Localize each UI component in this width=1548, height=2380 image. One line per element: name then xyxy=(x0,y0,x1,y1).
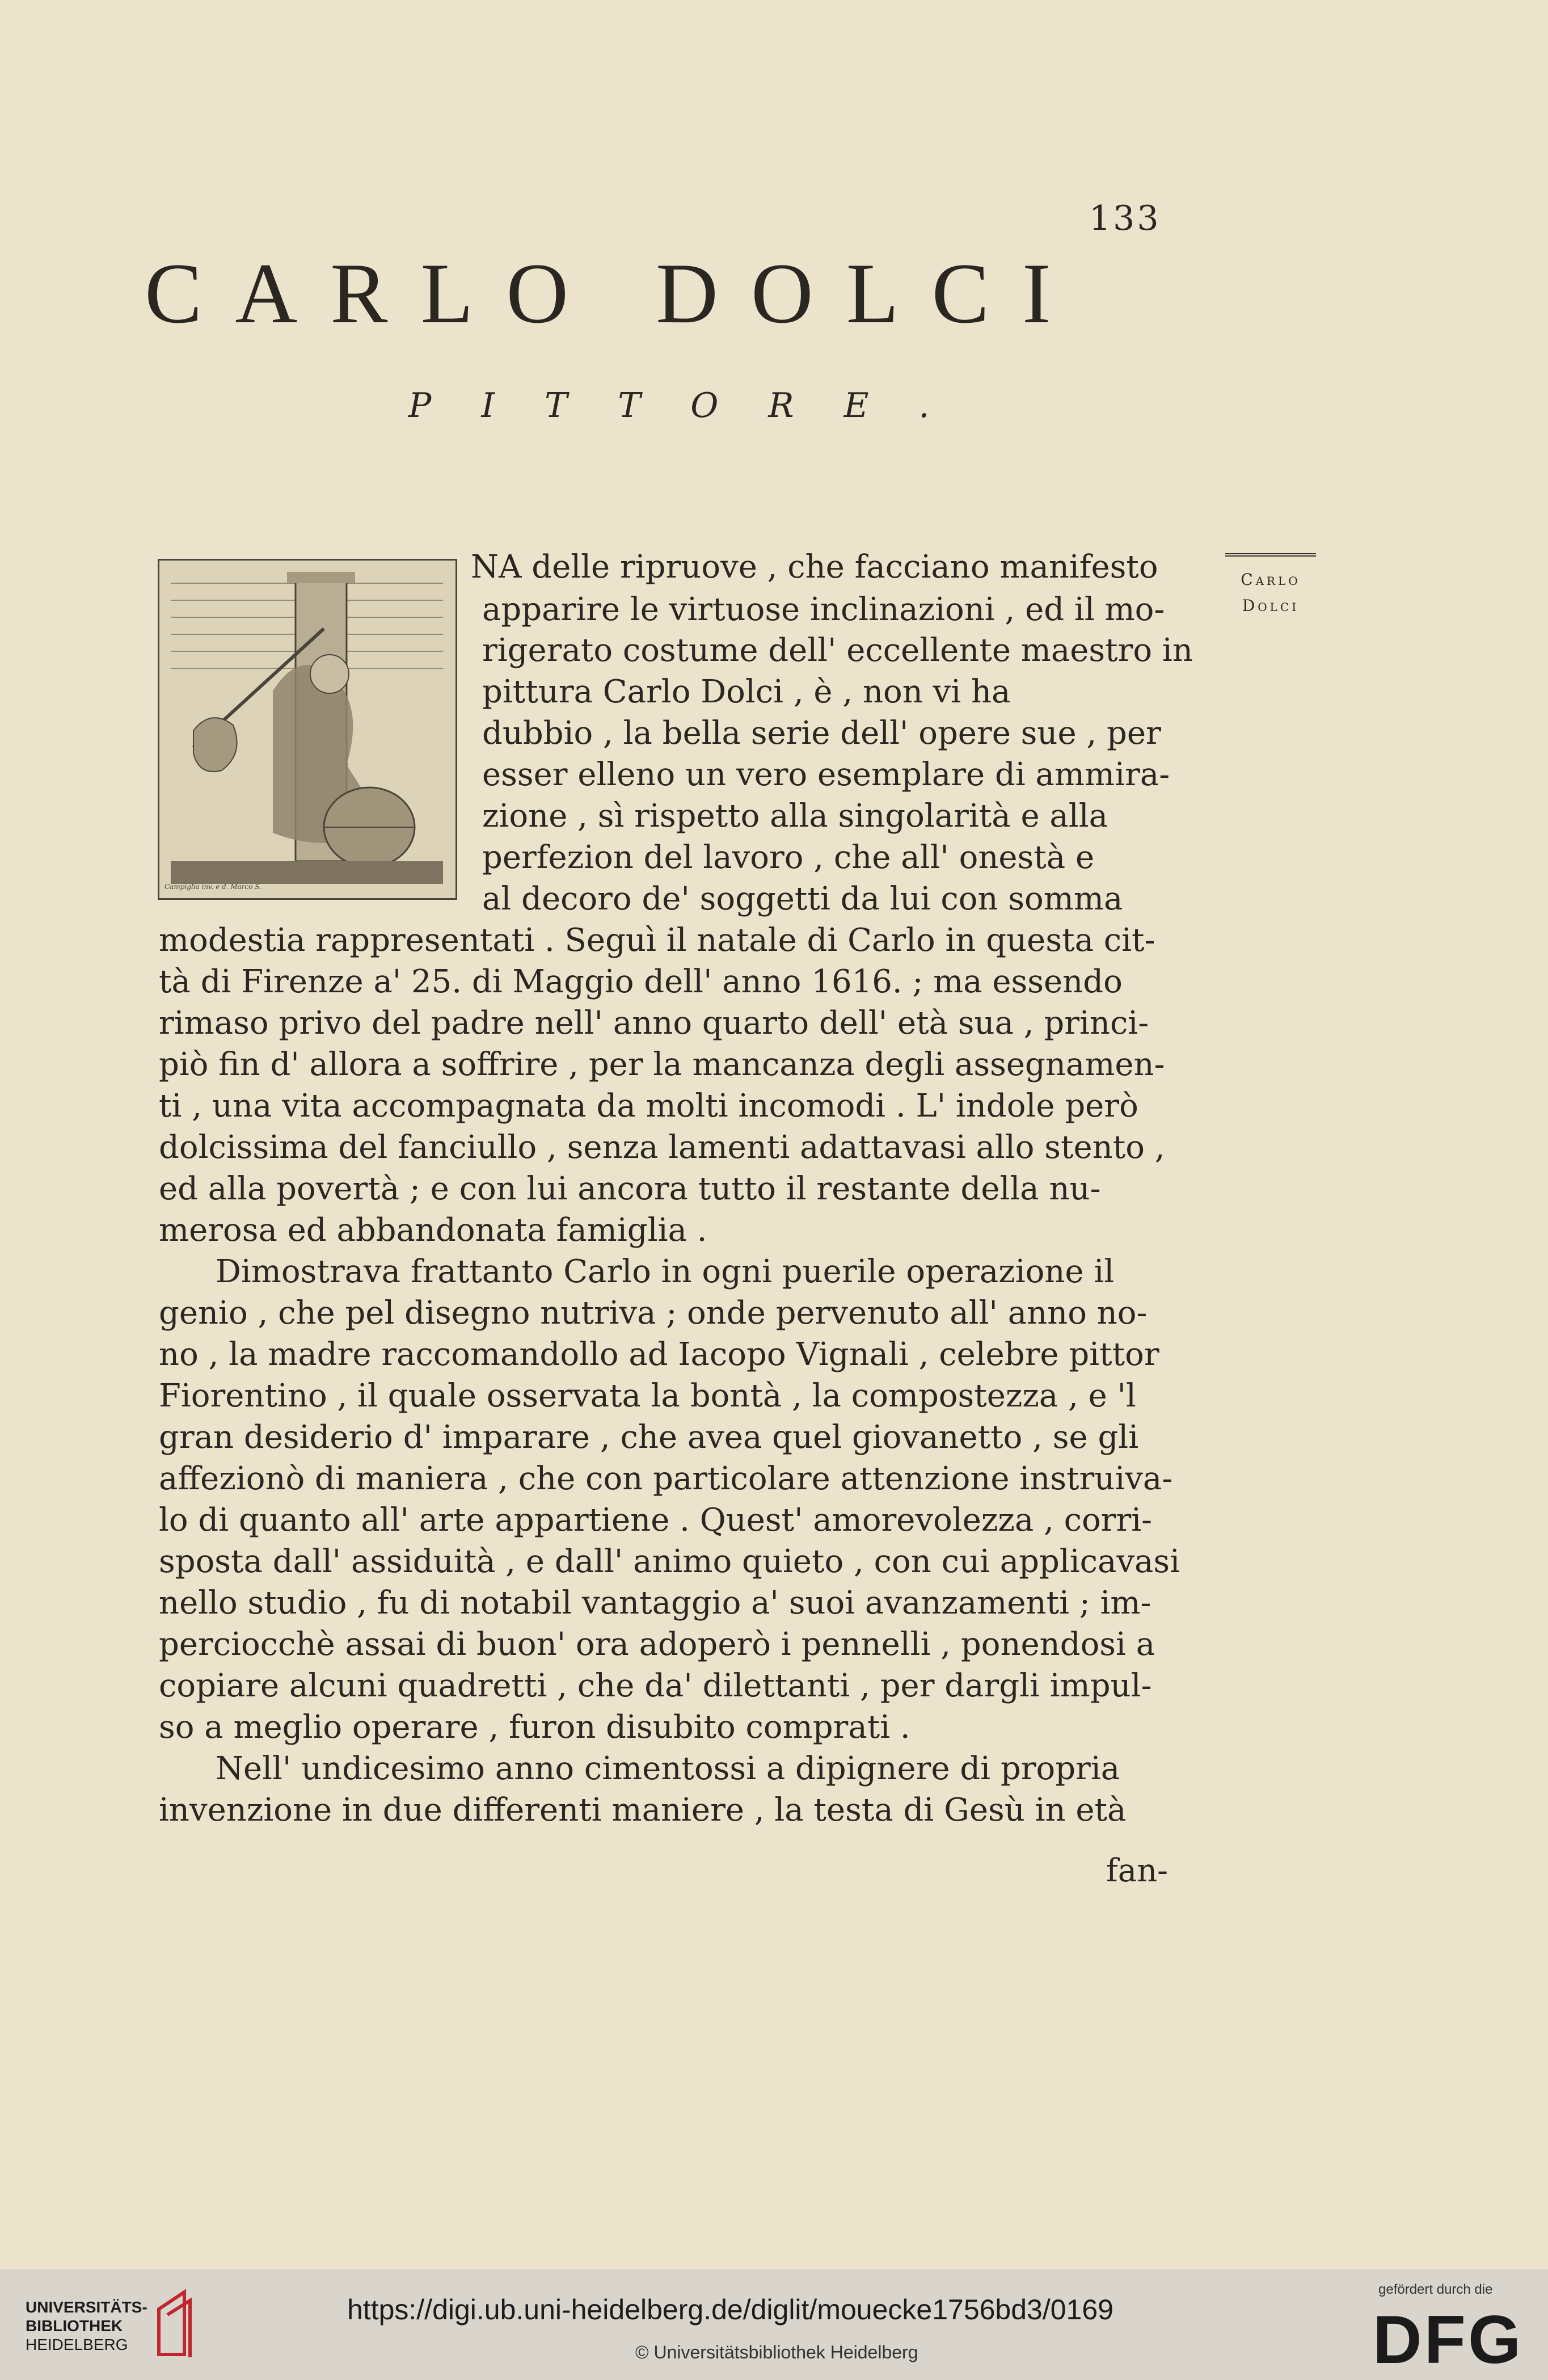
text-line: piò fin d' allora a soffrire , per la mancanza degli assegnamen- xyxy=(159,1046,1165,1083)
text-line: ti , una vita accompagnata da molti incomodi . L' indole però xyxy=(159,1088,1138,1124)
catchword: fan- xyxy=(1106,1852,1169,1889)
text-line: NA delle ripruove , che facciano manifesto xyxy=(471,549,1158,585)
page-title: CARLO DOLCI xyxy=(145,246,1084,341)
text-line: pittura Carlo Dolci , è , non vi ha xyxy=(482,673,1011,710)
text-line: invenzione in due differenti maniere , la testa di Gesù in età xyxy=(159,1792,1127,1829)
text-line: genio , che pel disegno nutriva ; onde pervenuto all' anno no- xyxy=(159,1295,1148,1332)
text-line: no , la madre raccomandollo ad Iacopo Vignali , celebre pittor xyxy=(159,1336,1159,1373)
page-number: 133 xyxy=(1089,199,1161,238)
text-line: rigerato costume dell' eccellente maestro in xyxy=(482,632,1193,669)
text-line: dubbio , la bella serie dell' opere sue , per xyxy=(482,715,1161,752)
library-name-line: UNIVERSITÄTS- xyxy=(26,2298,147,2316)
library-logo-icon xyxy=(153,2286,199,2360)
text-line: rimaso privo del padre nell' anno quarto dell' età sua , princi- xyxy=(159,1005,1149,1042)
text-line: esser elleno un vero esemplare di ammira- xyxy=(482,756,1170,793)
text-line: copiare alcuni quadretti , che da' dilettanti , per dargli impul- xyxy=(159,1667,1152,1704)
library-name xyxy=(26,2298,147,2354)
funding-note: gefördert durch die xyxy=(1378,2282,1493,2297)
text-line: so a meglio operare , furon disubito comprati . xyxy=(159,1709,910,1746)
page-subtitle: PITTORE. xyxy=(408,386,980,426)
library-name-line: BIBLIOTHEK xyxy=(26,2317,123,2335)
text-line: al decoro de' soggetti da lui con somma xyxy=(482,881,1123,917)
text-line: nello studio , fu di notabil vantaggio a' suoi avanzamenti ; im- xyxy=(159,1585,1151,1621)
text-line: merosa ed abbandonata famiglia . xyxy=(159,1212,707,1249)
text-line: tà di Firenze a' 25. di Maggio dell' anno 1616. ; ma essendo xyxy=(159,963,1123,1000)
engraving-credit: Campiglia inv. e d. Marco S. xyxy=(164,883,261,891)
text-line: affezionò di maniera , che con particolare attenzione instruiva- xyxy=(159,1460,1173,1497)
text-line: modestia rappresentati . Seguì il natale di Carlo in questa cit- xyxy=(159,922,1155,959)
marginal-note-line: Carlo xyxy=(1241,570,1301,589)
text-line: perfezion del lavoro , che all' onestà e xyxy=(482,839,1095,876)
library-name-line: HEIDELBERG xyxy=(26,2336,128,2353)
copyright-notice: © Universitätsbibliothek Heidelberg xyxy=(635,2342,918,2362)
engraving-image xyxy=(159,561,455,898)
text-line: apparire le virtuose inclinazioni , ed il mo- xyxy=(482,591,1165,628)
text-line: gran desiderio d' imparare , che avea quel giovanetto , se gli xyxy=(159,1419,1139,1456)
text-line: perciocchè assai di buon' ora adoperò i pennelli , ponendosi a xyxy=(159,1626,1155,1663)
viewer-footer xyxy=(0,2269,1548,2380)
text-line: sposta dall' assiduità , e dall' animo quieto , con cui applicavasi xyxy=(159,1543,1180,1580)
text-line: zione , sì rispetto alla singolarità e alla xyxy=(482,798,1108,835)
text-line: ed alla povertà ; e con lui ancora tutto il restante della nu- xyxy=(159,1170,1101,1207)
dfg-logo: DFG xyxy=(1373,2302,1524,2378)
text-line: Nell' undicesimo anno cimentossi a dipignere di propria xyxy=(216,1750,1120,1787)
text-line: lo di quanto all' arte appartiene . Quest' amorevolezza , corri- xyxy=(159,1502,1153,1539)
text-line: Dimostrava frattanto Carlo in ogni puerile operazione il xyxy=(216,1253,1115,1290)
text-line: Fiorentino , il quale osservata la bontà , la compostezza , e 'l xyxy=(159,1378,1136,1414)
text-line: dolcissima del fanciullo , senza lamenti adattavasi allo stento , xyxy=(159,1129,1165,1166)
marginal-note xyxy=(1225,553,1316,619)
document-url-link[interactable]: https://digi.ub.uni-heidelberg.de/diglit/mouecke1756bd3/0169 xyxy=(347,2294,1113,2326)
engraved-initial-illustration xyxy=(158,559,457,900)
marginal-note-line: Dolci xyxy=(1242,596,1300,615)
